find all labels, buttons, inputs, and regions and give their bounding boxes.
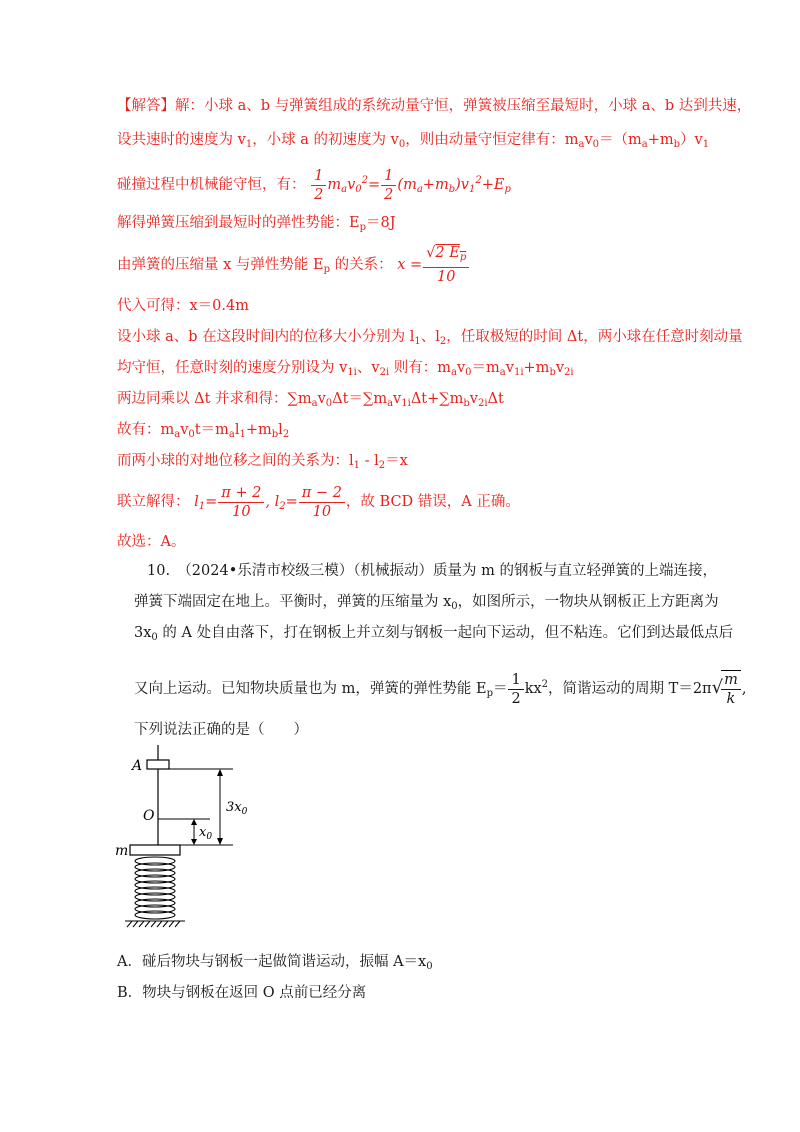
- solution-line-5: 由弹簧的压缩量 x 与弹性势能 $E_p$ 的关系： x = $\frac{√2 E_p}{10}$: [117, 244, 470, 290]
- label-m: m: [115, 843, 129, 859]
- solution-line-11: 而两小球的对地位移之间的关系为：$l_1 - l_2=x$: [117, 453, 408, 471]
- label-a: A: [132, 758, 143, 774]
- period-sqrt: √: [711, 677, 724, 698]
- label-o: O: [143, 808, 155, 824]
- spring-figure: [110, 745, 250, 935]
- displacement-formula: x = $\frac{√2 E_p}{10}$: [397, 257, 470, 273]
- question-line-4: 又向上运动。已知物块质量也为 m，弹簧的弹性势能 $E_p=$ $\frac{1}{2}$ $kx^2$，简谐运动的周期 T＝2π√ $\frac{m}{k}$ ,: [134, 671, 747, 707]
- solution-answer: 故选：A。: [117, 534, 186, 550]
- solution-line-8: 均守恒，任意时刻的速度分别设为 $v_{1i}$、$v_{2i}$ 则有：$m_av_0=m_av_{1i}+m_bv_{2i}$: [117, 360, 574, 378]
- length-results: $l_1=$ $\frac{\pi + 2}{10}$ , $l_2=$ $\frac{\pi - 2}{10}$: [194, 494, 346, 510]
- solution-line-6: 代入可得：x＝0.4m: [117, 298, 249, 314]
- steel-plate: [130, 845, 180, 855]
- solution-line-10: 故有：$m_av_0t=m_al_1+m_bl_2$: [117, 422, 290, 440]
- label-3x0: $3x_0$: [226, 800, 248, 817]
- option-a: A．碰后物块与钢板一起做简谐运动，振幅 $A=x_0$: [117, 954, 433, 972]
- ground: [125, 921, 185, 927]
- solution-line-4: 解得弹簧压缩到最短时的弹性势能：$E_p=8J$: [117, 215, 396, 233]
- label-x0: $x_0$: [199, 825, 213, 842]
- spring: [135, 857, 175, 919]
- solution-line-12: 联立解得： $l_1=$ $\frac{\pi + 2}{10}$ , $l_2=$ $\frac{\pi - 2}{10}$ ，故 BCD 错误，A 正确。: [117, 484, 520, 520]
- question-line-3: $3x_0$ 的 A 处自由落下，打在钢板上并立刻与钢板一起向下运动，但不粘连。它们到达最低点后: [134, 625, 734, 643]
- solution-line-3: 碰撞过程中机械能守恒，有： $\frac{1}{2}$ $m_av_0^2=$ $\frac{1}{2}$ $(m_a+m_b)v_1^2+E_p$: [117, 167, 511, 203]
- option-b: B．物块与钢板在返回 O 点前已经分离: [117, 985, 367, 1001]
- solution-line-7: 设小球 a、b 在这段时间内的位移大小分别为 $l_1$、$l_2$，任取极短的时间 Δt，两小球在任意时刻动量: [117, 329, 743, 347]
- solution-line-1: 【解答】解：小球 a、b 与弹簧组成的系统动量守恒，弹簧被压缩至最短时，小球 a、b 达到共速，: [117, 98, 752, 114]
- question-line-5: 下列说法正确的是（ ）: [134, 722, 308, 738]
- block-a: [147, 760, 169, 769]
- solution-line-2: 设共速时的速度为 $v_1$，小球 a 的初速度为 $v_0$，则由动量守恒定律有：$m_av_0=(m_a+m_b)v_1$: [117, 132, 710, 150]
- energy-equation: $\frac{1}{2}$ $m_av_0^2=$ $\frac{1}{2}$ $(m_a+m_b)v_1^2+E_p$: [310, 177, 511, 193]
- question-line-2: 弹簧下端固定在地上。平衡时，弹簧的压缩量为 $x_0$，如图所示，一物块从钢板正上方距离为: [134, 594, 719, 612]
- solution-line-9: 两边同乘以 Δt 并求和得：$\sum m_av_0\Delta t=\sum m_av_{1i}\Delta t+\sum m_bv_{2i}\Delta t$: [117, 391, 504, 409]
- question-line-1: 10. （2024•乐清市校级三模）（机械振动）质量为 m 的钢板与直立轻弹簧的上端连接，: [147, 563, 717, 579]
